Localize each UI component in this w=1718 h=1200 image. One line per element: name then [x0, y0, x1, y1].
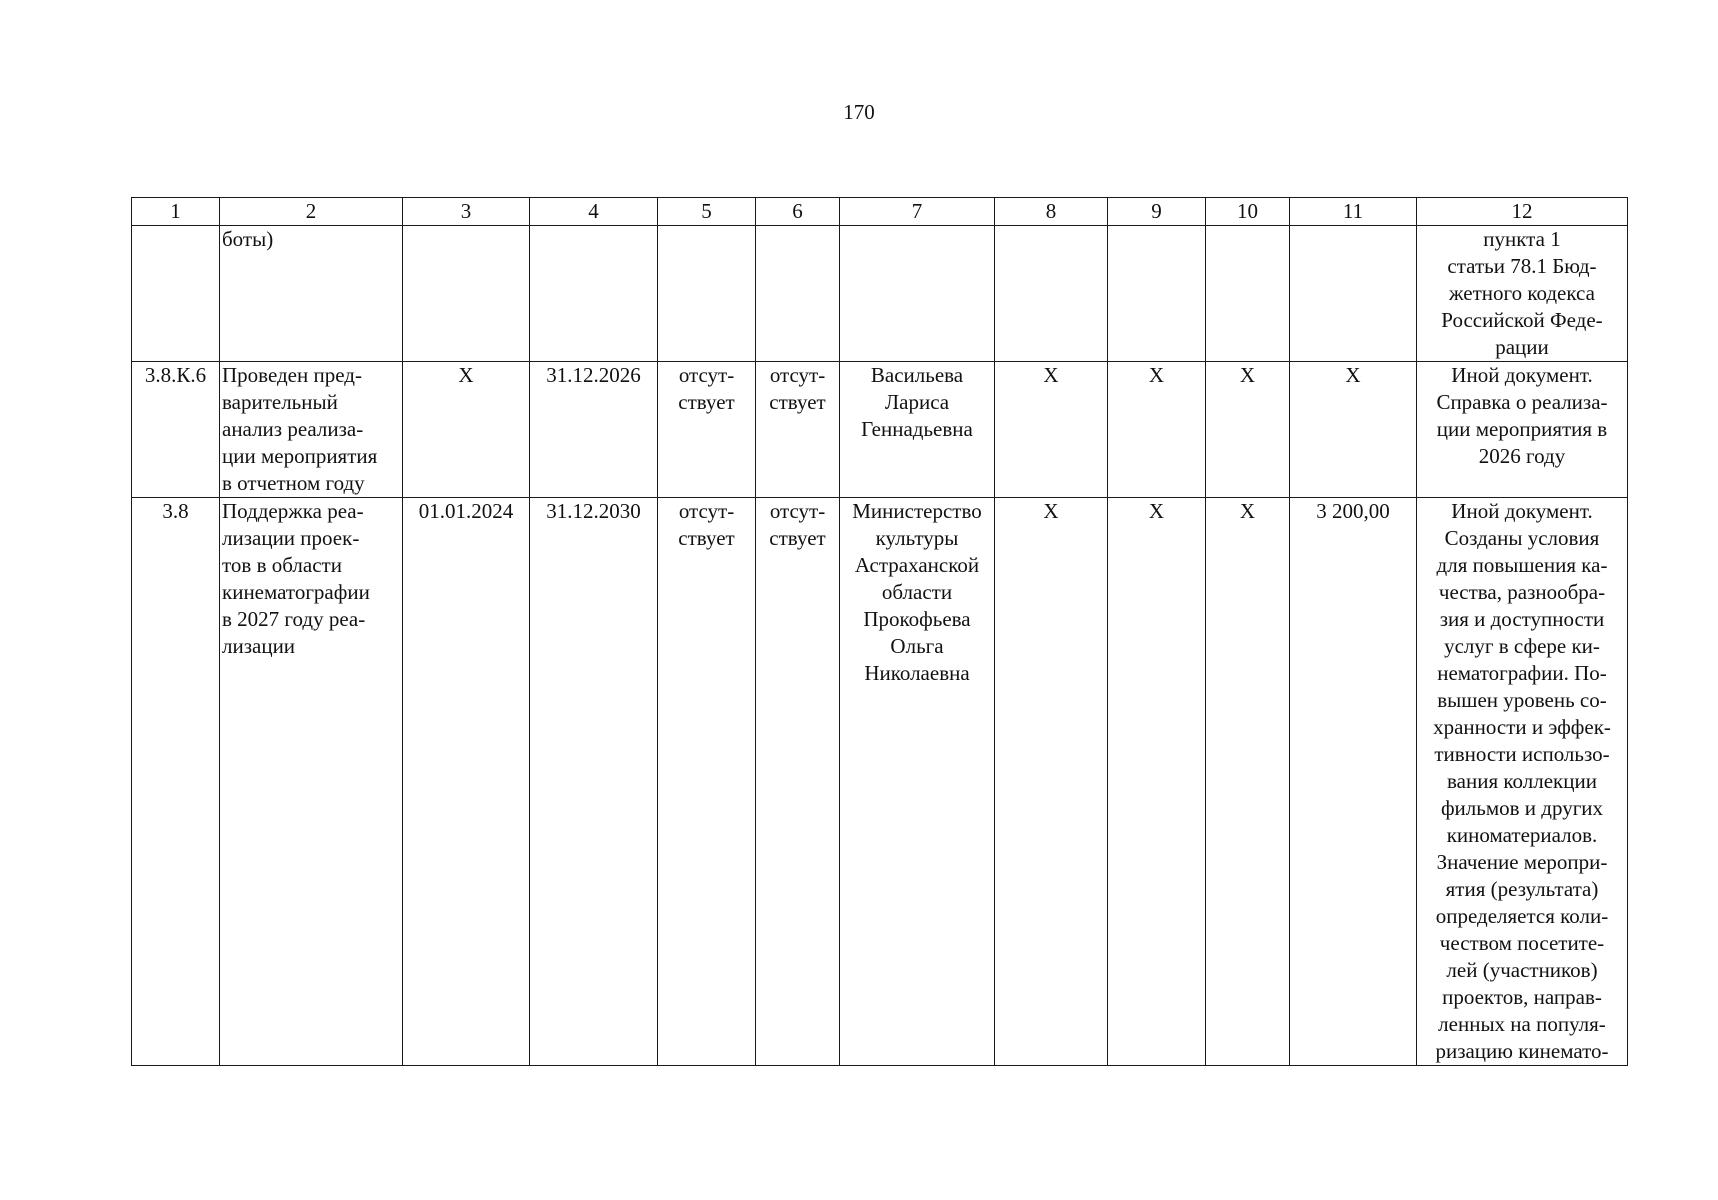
cell-text: X	[458, 363, 474, 387]
cell-col10	[1206, 226, 1290, 362]
cell-text: 01.01.2024	[418, 499, 514, 523]
table-row	[132, 226, 1628, 362]
table-row	[132, 362, 1628, 498]
cell-text: X	[1239, 363, 1256, 387]
cell-text: Иной документ. Созданы условия для повышения ка- чества, разнообра- зия и доступности услуг в сфере ки- нематографии. По- вышен уровень со- хранности и эффек- тивности использо- вания коллекции фильмов и других киноматериалов. Значение меропри- ятия (результата) определяется коли- чеством посетите- лей (участников) проектов, направ- ленных на популя- ризацию кинемато-	[1433, 499, 1611, 1063]
col-header-10: 10	[1206, 198, 1290, 226]
cell-document	[1417, 226, 1628, 362]
cell-start-date	[403, 362, 530, 498]
cell-end-date	[530, 362, 658, 498]
col-header-5: 5	[658, 198, 756, 226]
col-header-2: 2	[220, 198, 403, 226]
cell-responsible	[840, 362, 995, 498]
col-header-7: 7	[840, 198, 995, 226]
cell-col9	[1108, 498, 1206, 1066]
cell-responsible	[840, 226, 995, 362]
cell-start-date	[403, 226, 530, 362]
col-header-3: 3	[403, 198, 530, 226]
col-header-6: 6	[756, 198, 840, 226]
cell-end-date	[530, 498, 658, 1066]
header-row	[132, 198, 1628, 226]
cell-text: 3.8	[162, 499, 189, 523]
col-header-1: 1	[132, 198, 220, 226]
cell-text: отсут- ствует	[769, 363, 826, 414]
cell-text: 31.12.2026	[546, 363, 641, 387]
cell-col10	[1206, 498, 1290, 1066]
cell-text: Министерство культуры Астраханской области Прокофьева Ольга Николаевна	[852, 499, 982, 685]
page-number: 170	[843, 100, 875, 124]
col-header-12: 12	[1417, 198, 1628, 226]
cell-text: отсут- ствует	[678, 499, 735, 550]
cell-text: X	[1345, 363, 1361, 387]
cell-text: пункта 1 статьи 78.1 Бюд- жетного кодекса Российской Феде- рации	[1441, 227, 1603, 359]
col-header-9: 9	[1108, 198, 1206, 226]
cell-col5	[658, 362, 756, 498]
cell-text: Поддержка реа- лизации проек- тов в области кинематографии в 2027 году реа- лизации	[222, 499, 370, 658]
cell-text: Проведен пред- варительный анализ реализа- ции мероприятия в отчетном году	[222, 363, 378, 495]
cell-amount	[1290, 498, 1417, 1066]
cell-col9	[1108, 362, 1206, 498]
cell-document	[1417, 362, 1628, 498]
col-header-4: 4	[530, 198, 658, 226]
cell-col8	[995, 498, 1108, 1066]
cell-text: 3 200,00	[1316, 499, 1390, 523]
cell-text: X	[1043, 499, 1059, 523]
cell-col5	[658, 498, 756, 1066]
cell-col6	[756, 226, 840, 362]
cell-col8	[995, 226, 1108, 362]
report-table	[131, 197, 1628, 1066]
cell-col6	[756, 498, 840, 1066]
cell-name	[220, 226, 403, 362]
cell-text: Иной документ. Справка о реализа- ции мероприятия в 2026 году	[1436, 363, 1608, 468]
cell-text: Васильева Лариса Геннадьевна	[861, 363, 973, 441]
cell-text: X	[1043, 363, 1059, 387]
cell-text: X	[1239, 499, 1256, 523]
cell-text: отсут- ствует	[678, 363, 735, 414]
cell-start-date	[403, 498, 530, 1066]
cell-end-date	[530, 226, 658, 362]
cell-name	[220, 362, 403, 498]
cell-document	[1417, 498, 1628, 1066]
cell-number	[132, 498, 220, 1066]
cell-text: 31.12.2030	[546, 499, 641, 523]
cell-text: 3.8.К.6	[144, 363, 207, 387]
cell-col8	[995, 362, 1108, 498]
cell-text: X	[1148, 499, 1165, 523]
cell-text: отсут- ствует	[769, 499, 826, 550]
cell-number	[132, 362, 220, 498]
table-row	[132, 498, 1628, 1066]
cell-text: боты)	[222, 227, 274, 251]
col-header-8: 8	[995, 198, 1108, 226]
cell-number	[132, 226, 220, 362]
cell-amount	[1290, 226, 1417, 362]
cell-text: X	[1148, 363, 1165, 387]
cell-amount	[1290, 362, 1417, 498]
cell-col10	[1206, 362, 1290, 498]
cell-col6	[756, 362, 840, 498]
cell-name	[220, 498, 403, 1066]
cell-col5	[658, 226, 756, 362]
cell-col9	[1108, 226, 1206, 362]
col-header-11: 11	[1290, 198, 1417, 226]
cell-responsible	[840, 498, 995, 1066]
